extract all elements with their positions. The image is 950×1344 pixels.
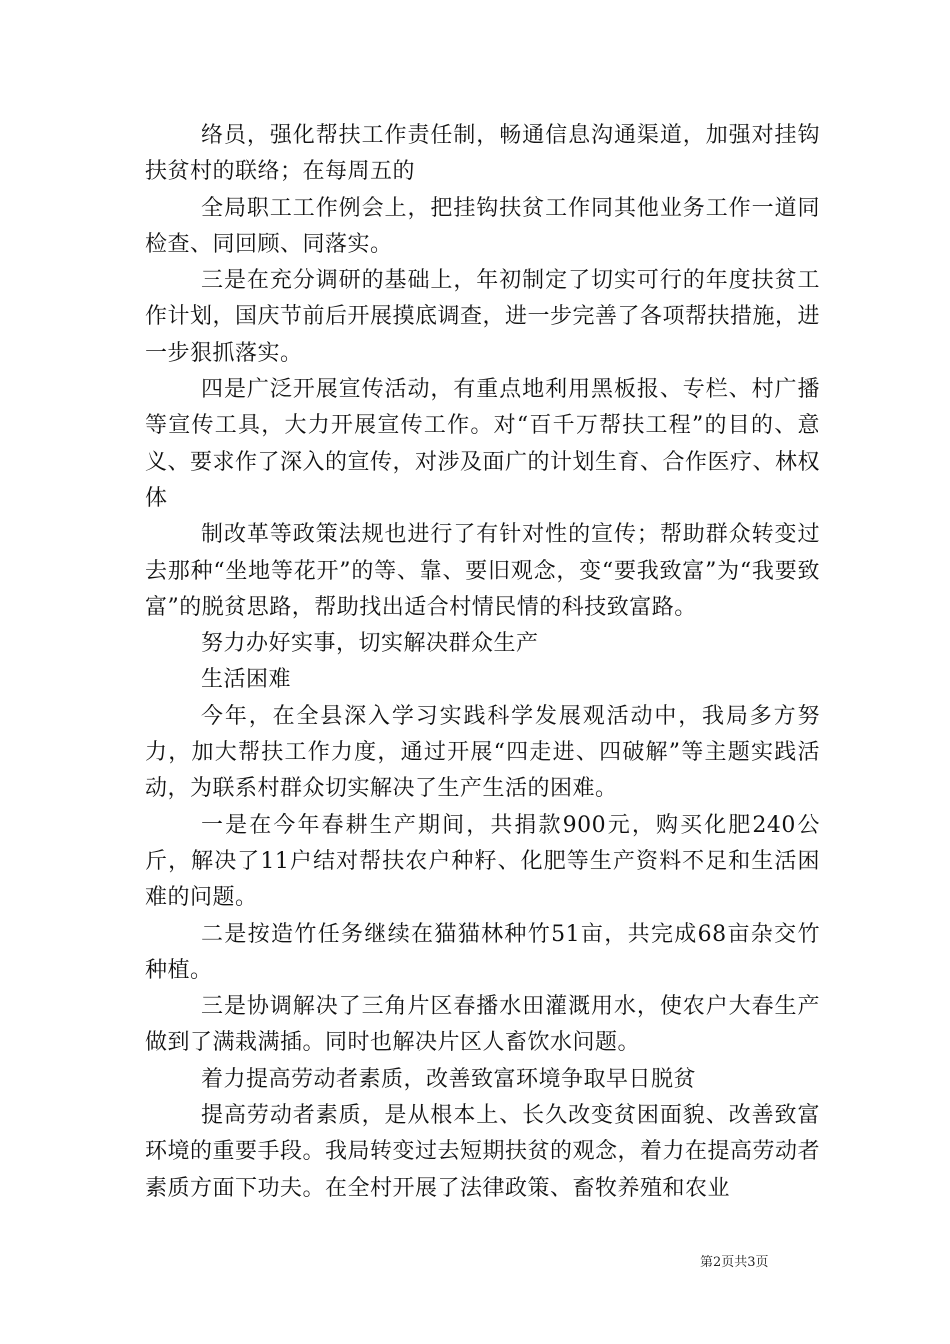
page-number-footer: 第2页共3页 <box>700 1255 769 1270</box>
section-heading: 生活困难 <box>201 667 292 693</box>
paragraph: 制改革等政策法规也进行了有针对性的宣传；帮助群众转变过去那种“坐地等花开”的等、靠、要旧观念，变“要我致富”为“我要致富”的脱贫思路，帮助找出适合村情民情的科技致富路。 <box>145 522 820 620</box>
section-heading: 着力提高劳动者素质，改善致富环境争取早日脱贫 <box>201 1066 697 1092</box>
paragraph: 三是协调解决了三角片区春播水田灌溉用水，使农户大春生产做到了满栽满插。同时也解决片区人畜饮水问题。 <box>145 994 820 1056</box>
paragraph: 络员，强化帮扶工作责任制，畅通信息沟通渠道，加强对挂钩扶贫村的联络；在每周五的 <box>145 123 820 185</box>
paragraph: 二是按造竹任务继续在猫猫林种竹51亩，共完成68亩杂交竹种植。 <box>145 921 820 983</box>
document-body <box>145 118 820 1207</box>
paragraph: 提高劳动者素质，是从根本上、长久改变贫困面貌、改善致富环境的重要手段。我局转变过去短期扶贫的观念，着力在提高劳动者素质方面下功夫。在全村开展了法律政策、畜牧养殖和农业 <box>145 1103 821 1201</box>
paragraph: 今年，在全县深入学习实践科学发展观活动中，我局多方努力，加大帮扶工作力度，通过开展“四走进、四破解”等主题实践活动，为联系村群众切实解决了生产生活的困难。 <box>145 703 820 802</box>
section-heading: 努力办好实事，切实解决群众生产 <box>201 631 539 657</box>
paragraph: 四是广泛开展宣传活动，有重点地利用黑板报、专栏、村广播等宣传工具，大力开展宣传工作。对“百千万帮扶工程”的目的、意义、要求作了深入的宣传，对涉及面广的计划生育、合作医疗、林权体 <box>145 377 821 511</box>
paragraph: 三是在充分调研的基础上，年初制定了切实可行的年度扶贫工作计划，国庆节前后开展摸底调查，进一步完善了各项帮扶措施，进一步狠抓落实。 <box>145 268 821 366</box>
paragraph: 全局职工工作例会上，把挂钩扶贫工作同其他业务工作一道同检查、同回顾、同落实。 <box>145 195 820 257</box>
paragraph: 一是在今年春耕生产期间，共捐款900元，购买化肥240公斤，解决了11户结对帮扶农户种籽、化肥等生产资料不足和生活困难的问题。 <box>145 812 820 911</box>
